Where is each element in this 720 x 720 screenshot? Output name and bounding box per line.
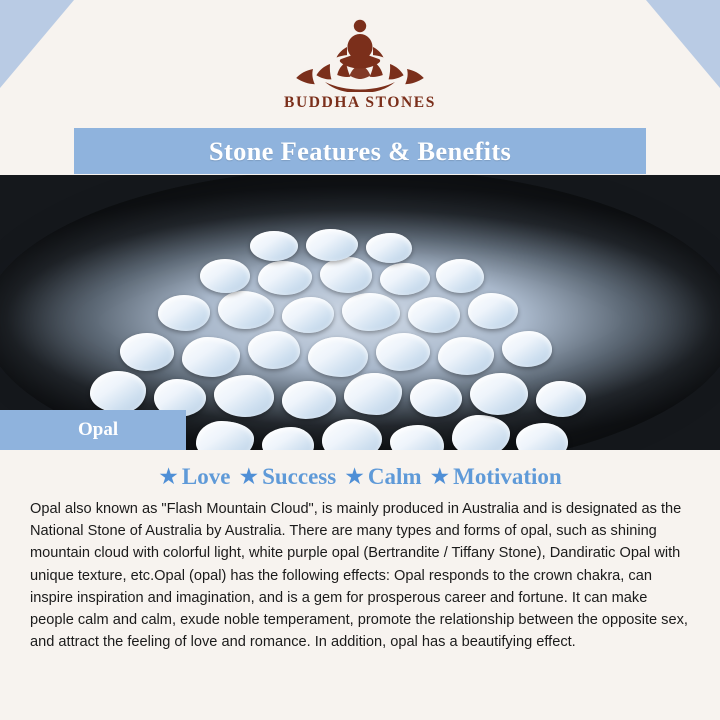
stone-name-label: Opal	[78, 419, 119, 440]
brand-name: BUDDHA STONES	[284, 94, 436, 111]
benefit-item	[430, 464, 562, 490]
stone-description: Opal also known as "Flash Mountain Cloud", is mainly produced in Australia and is designated as the National Stone of Australia by Australia. There are many types and forms of opal, such as shining mountain cloud with colorful light, white purple opal (Bertrandite / Tiffany Stone), Dandiratic Opal with unique texture, etc.Opal (opal) has the following effects: Opal responds to the crown chakra, can inspire inspiration and imagination, and is a gem for prosperous career and fortune. It can make people calm and calm, exude noble temperament, promote the relationship between the opposite sex, and attract the feeling of love and romance. In addition, opal has a beautifying effect.	[30, 501, 688, 651]
opal-stone-cluster	[0, 175, 720, 450]
hero-caption-bar	[0, 410, 186, 450]
benefit-item	[344, 464, 421, 490]
benefit-item	[238, 464, 336, 490]
buddha-lotus-logo-icon	[285, 14, 435, 92]
header-band	[0, 0, 720, 175]
star-icon: ★	[158, 462, 179, 489]
brand-block	[0, 14, 720, 112]
benefit-label: Calm	[367, 464, 422, 489]
page-title: Stone Features & Benefits	[208, 135, 512, 166]
benefit-label: Success	[262, 464, 337, 489]
star-icon: ★	[344, 462, 365, 489]
benefit-item	[158, 464, 230, 490]
benefits-row	[24, 450, 696, 496]
star-icon: ★	[238, 462, 260, 489]
content-section	[0, 450, 720, 720]
hero-image	[0, 175, 720, 450]
benefit-label: Love	[181, 464, 231, 489]
star-icon: ★	[429, 462, 451, 489]
benefit-label: Motivation	[453, 464, 562, 489]
section-title-bar	[74, 128, 646, 174]
